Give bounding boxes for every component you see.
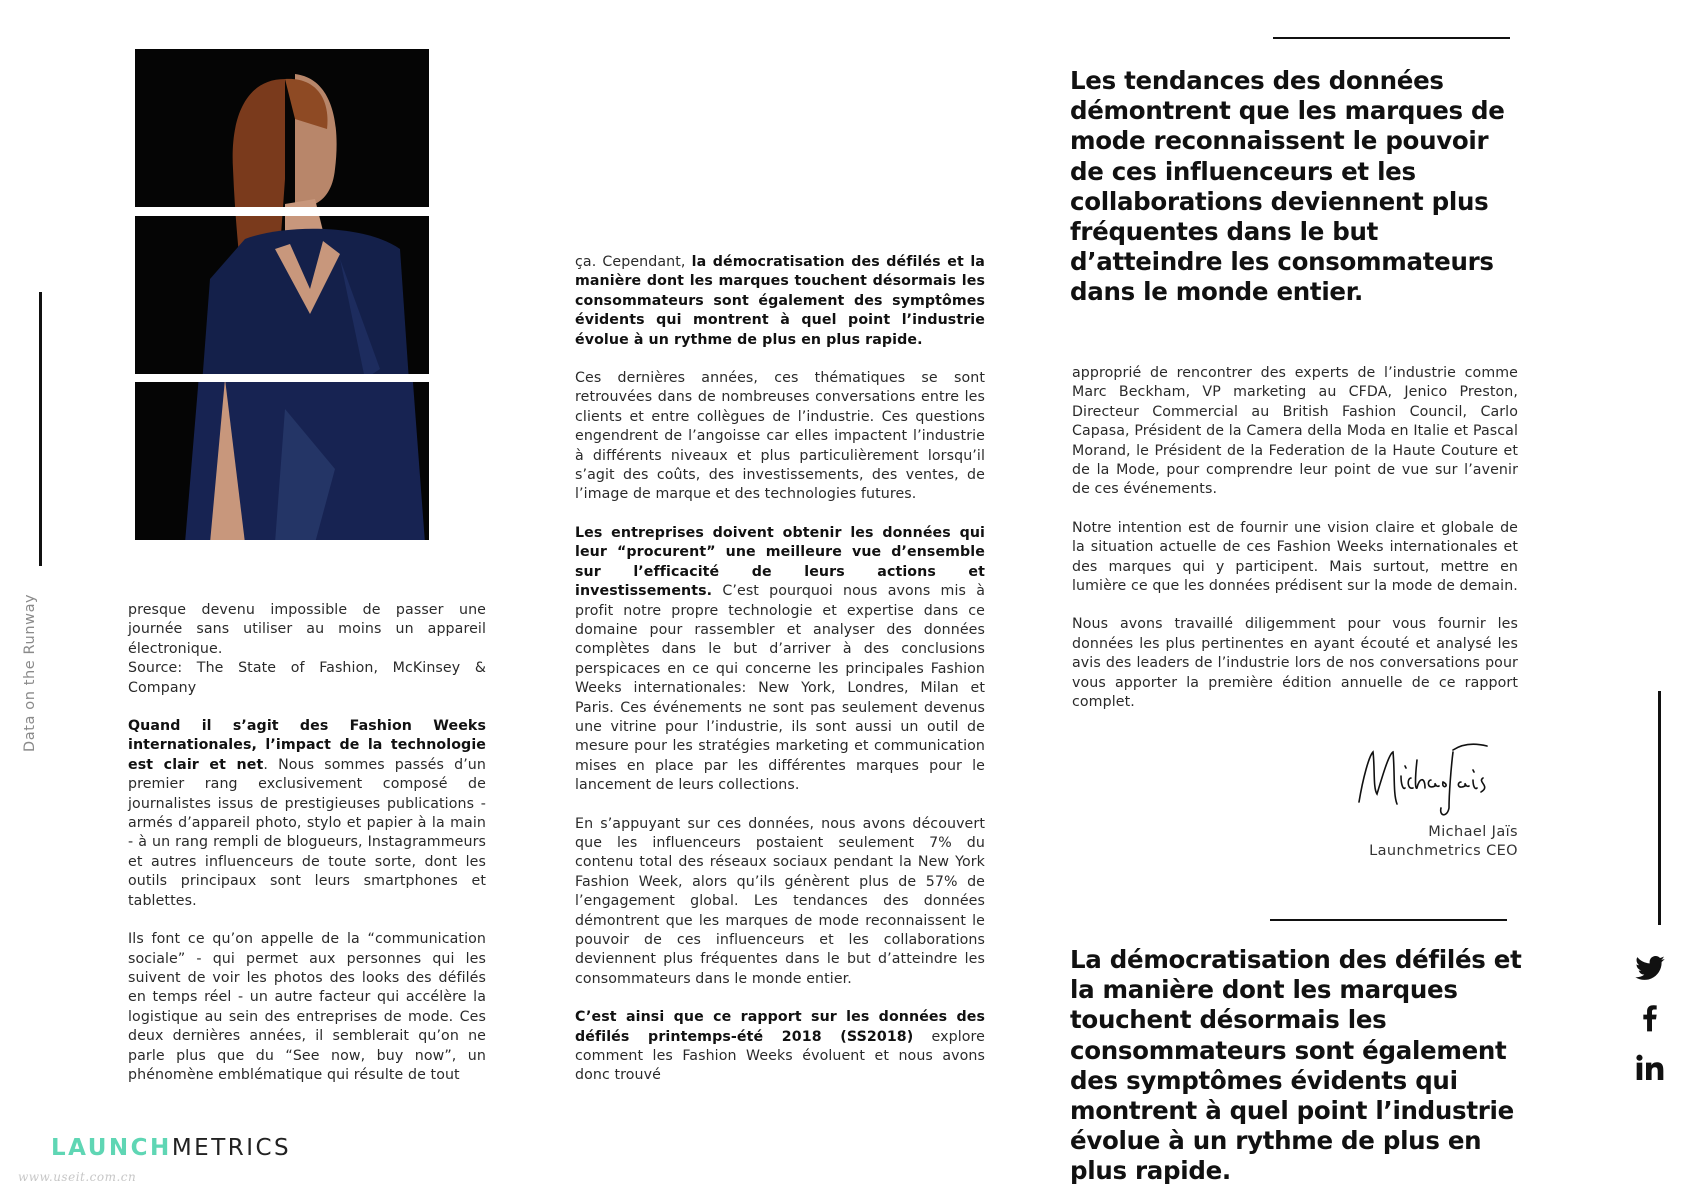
col2-paragraph-5-bold: C’est ainsi que ce rapport sur les données des défilés printemps-été 2018 (SS2018) (575, 1009, 985, 1045)
col3-paragraph-1: approprié de rencontrer des experts de l’industrie comme Marc Beckham, VP marketing au CFDA, Jenico Preston, Directeur Commercial au British Fashion Council, Carlo Capasa, Président de la Camera della Moda en Italie et Pascal Morand, le Président de la Federation de la Haute Couture et de la Mode, pour comprendre leur point de vue sur l’avenir de ces événements. (1072, 365, 1518, 498)
model-photo (135, 216, 429, 374)
quote-top-rule (1273, 37, 1510, 39)
model-photo (135, 49, 429, 207)
twitter-icon[interactable] (1634, 952, 1666, 984)
col2-paragraph-3-bold: Les entreprises doivent obtenir les données qui leur “procurent” une meilleure vue d’ensemble sur l’efficacité de leurs actions et investissements. (575, 524, 985, 600)
photo-panel-middle (135, 216, 429, 374)
col1-paragraph-2: . Nous sommes passés d’un premier rang exclusivement composé de journalistes issus de prestigieuses publications - armés d’appareil photo, stylo et papier à la main - à un rang rempli de blogueurs, Instagrammeurs et autres influenceurs de toute sorte, dont les outils principaux sont leurs smartphones et tablettes. (128, 756, 486, 909)
facebook-icon[interactable] (1634, 1002, 1666, 1034)
signature-name: Michael Jaïs (1428, 824, 1518, 840)
handwritten-signature (1355, 738, 1515, 822)
watermark: www.useit.com.cn (18, 1170, 137, 1184)
signature-block (1300, 823, 1518, 861)
photo-panel-top (135, 49, 429, 207)
col2-paragraph-4: En s’appuyant sur ces données, nous avons découvert que les influenceurs postaient seulement 7% du contenu total des réseaux sociaux pendant la New York Fashion Week, alors qu’ils génèrent plus de 57% de l’engagement global. Les tendances des données démontrent que les marques de mode reconnaissent le pouvoir de ces influenceurs et les collaborations deviennent plus fréquentes dans le but d’atteindre les consommateurs dans le monde entier. (575, 815, 985, 987)
model-photo (135, 382, 429, 540)
side-label: Data on the Runway (22, 593, 38, 752)
col1-paragraph-1: presque devenu impossible de passer une journée sans utiliser au moins un appareil électronique. (128, 602, 486, 657)
col2-paragraph-1-bold: la démocratisation des défilés et la manière dont les marques touchent désormais les consommateurs sont également des symptômes évidents qui montrent à quel point l’industrie évolue à un rythme de plus en plus rapide. (575, 254, 985, 348)
photo-panel-bottom (135, 382, 429, 540)
col2-paragraph-3: C’est pourquoi nous avons mis à profit notre propre technologie et expertise dans ce domaine pour rassembler et analyser des données complètes dans le but d’arriver à des conclusions perspicaces en ce qui concerne les principales Fashion Weeks internationales: New York, Londres, Milan et Paris. Ces événements ne sont pas seulement devenus une vitrine pour l’industrie, ils sont aussi un outil de mesure pour les stratégies marketing et communication mises en place par les différentes marques pour le lancement de leurs collections. (575, 583, 985, 794)
column-2 (575, 253, 985, 1105)
launchmetrics-logo (51, 1135, 291, 1161)
col2-paragraph-2: Ces dernières années, ces thématiques se sont retrouvées dans de nombreuses conversations entre les clients et entre collègues de l’industrie. Ces questions engendrent de l’angoisse car elles impactent l’industrie à différents niveaux et plus particulièrement lorsqu’il s’agit des coûts, des investissements, des ventes, de l’image de marque et des technologies futures. (575, 370, 985, 503)
col1-source: Source: The State of Fashion, McKinsey & Company (128, 660, 486, 696)
quote-bottom-rule (1270, 919, 1507, 921)
col1-paragraph-3: Ils font ce qu’on appelle de la “communication sociale” - qui permet aux personnes qui les suivent de voir les photos des looks des défilés en temps réel - un autre facteur qui accélère la logistique au sein des entreprises de mode. Ces deux dernières années, il semblerait qu’on ne parle plus que du “See now, buy now”, un phénomène emblématique qui résulte de tout (128, 931, 486, 1083)
col2-paragraph-5: explore comment les Fashion Weeks évoluent et nous avons donc trouvé (575, 1028, 985, 1084)
col3-paragraph-3: Nous avons travaillé diligemment pour vous fournir les données les plus pertinentes en ayant écouté et analysé les avis des leaders de l’industrie lors de nos conversations pour vous apporter la première édition annuelle de ce rapport complet. (1072, 616, 1518, 711)
pull-quote-bottom: La démocratisation des défilés et la manière dont les marques touchent désormais les consommateurs sont également des symptômes évidents qui montrent à quel point l’industrie évolue à un rythme de plus en plus rapide. (1070, 945, 1522, 1186)
signature-title: Launchmetrics CEO (1369, 843, 1518, 859)
col2-paragraph-1-lead: ça. Cependant, (575, 254, 692, 270)
pull-quote-top: Les tendances des données démontrent que les marques de mode reconnaissent le pouvoir de ces influenceurs et les collaborations deviennent plus fréquentes dans le but d’atteindre les consommateurs dans le monde entier. (1070, 66, 1505, 307)
col1-paragraph-2-bold: Quand il s’agit des Fashion Weeks internationales, l’impact de la technologie est clair et net (128, 718, 486, 773)
linkedin-icon[interactable] (1634, 1052, 1666, 1084)
right-vertical-rule (1658, 691, 1661, 925)
logo-part-2: METRICS (171, 1135, 292, 1161)
col3-paragraph-2: Notre intention est de fournir une vision claire et globale de la situation actuelle de ces Fashion Weeks internationales et des marques qui y participent. Mais surtout, mettre en lumière ce que les données prédisent sur la mode de demain. (1072, 519, 1518, 595)
column-3 (1072, 364, 1518, 732)
logo-part-1: LAUNCH (51, 1135, 172, 1161)
column-1 (128, 601, 486, 1104)
side-vertical-rule (39, 292, 42, 566)
